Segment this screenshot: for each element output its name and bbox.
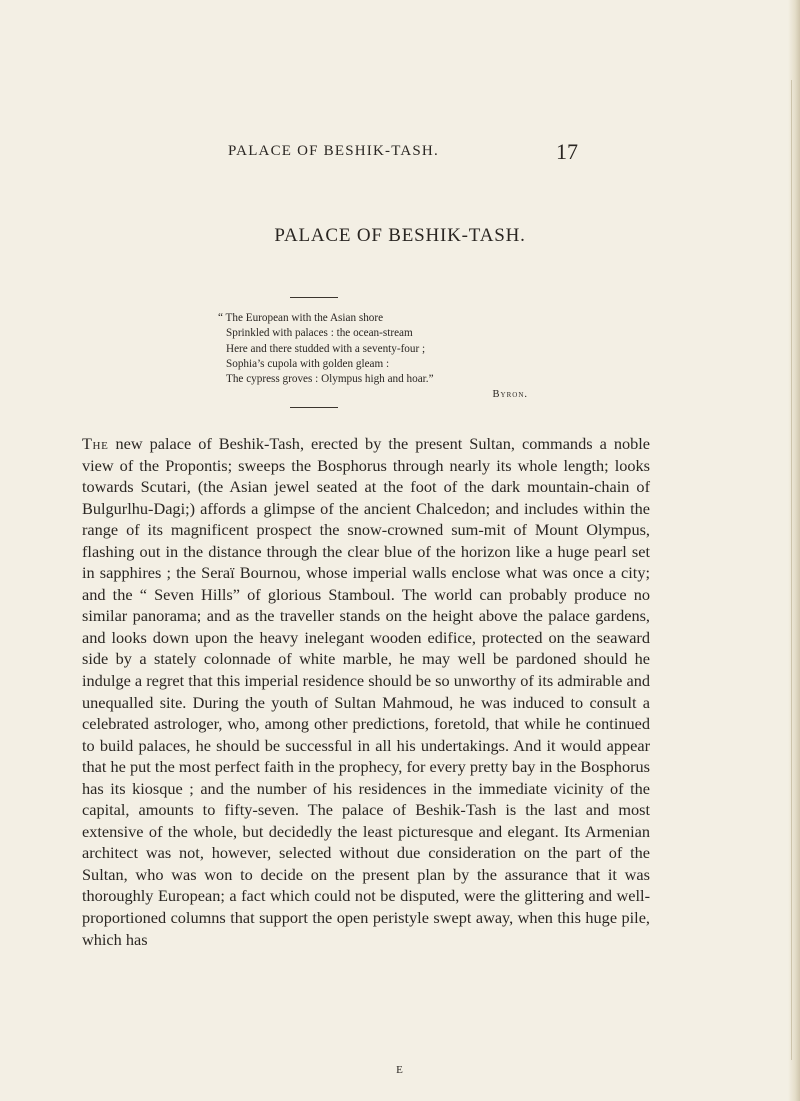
- page-number: 17: [556, 139, 578, 164]
- running-title: PALACE OF BESHIK-TASH.: [228, 143, 439, 159]
- epigraph-line: “ The European with the Asian shore: [218, 312, 384, 324]
- body-paragraph: [82, 433, 650, 950]
- signature-mark: E: [396, 1064, 404, 1076]
- epigraph-line: The cypress groves : Olympus high and hoar.”: [226, 373, 434, 386]
- top-rule: [290, 297, 338, 298]
- epigraph-attribution: Byron.: [492, 389, 528, 401]
- chapter-title: PALACE OF BESHIK-TASH.: [274, 225, 526, 246]
- epigraph-line: Sprinkled with palaces : the ocean-stream: [226, 327, 413, 340]
- body-text: new palace of Beshik-Tash, erected by the present Sultan, commands a noble view of the Propontis; sweeps the Bosphorus through nearly its whole length; looks towards Scutari, (the Asian jewel seated at the foot of the dark mountain-chain of Bulgurlhu-Dagi;) affords a glimpse of the ancient Chalcedon; and includes within the range of its magnificent prospect the snow-crowned sum-mit of Mount Olympus, flashing out in the distance through the clear blue of the horizon like a huge pearl set in sapphires ; the Seraï Bournou, whose imperial walls enclose what was once a city; and the “ Seven Hills” of glorious Stamboul. The world can probably produce no similar panorama; and as the traveller stands on the height above the palace gardens, and looks down upon the heavy inelegant wooden edifice, protected on the seaward side by a stately colonnade of white marble, he may well be pardoned should he indulge a regret that this imperial residence should be so unworthy of its admirable and unequalled site. During the youth of Sultan Mahmoud, he was induced to consult a celebrated astrologer, who, among other predictions, foretold, that while he continued to build palaces, he should be successful in all his undertakings. And it would appear that he put the most perfect faith in the prophecy, for every pretty bay in the Bosphorus has its kiosque ; and the number of his residences in the immediate vicinity of the capital, amounts to fifty-seven. The palace of Beshik-Tash is the last and most extensive of the whole, but decidedly the least picturesque and elegant. Its Armenian architect was not, however, selected without due consideration on the part of the Sultan, who was won to decide on the present plan by the assurance that it was thoroughly European; a fact which could not be disputed, were the glittering and well-proportioned columns that support the open peristyle swept away, when this huge pile, which has: [82, 434, 650, 949]
- bottom-rule: [290, 407, 338, 408]
- running-head: [0, 139, 800, 169]
- epigraph: [218, 311, 528, 403]
- epigraph-line: Sophia’s cupola with golden gleam :: [226, 357, 390, 370]
- body-first-word: The: [82, 434, 109, 453]
- epigraph-line: Here and there studded with a seventy-four ;: [226, 342, 426, 355]
